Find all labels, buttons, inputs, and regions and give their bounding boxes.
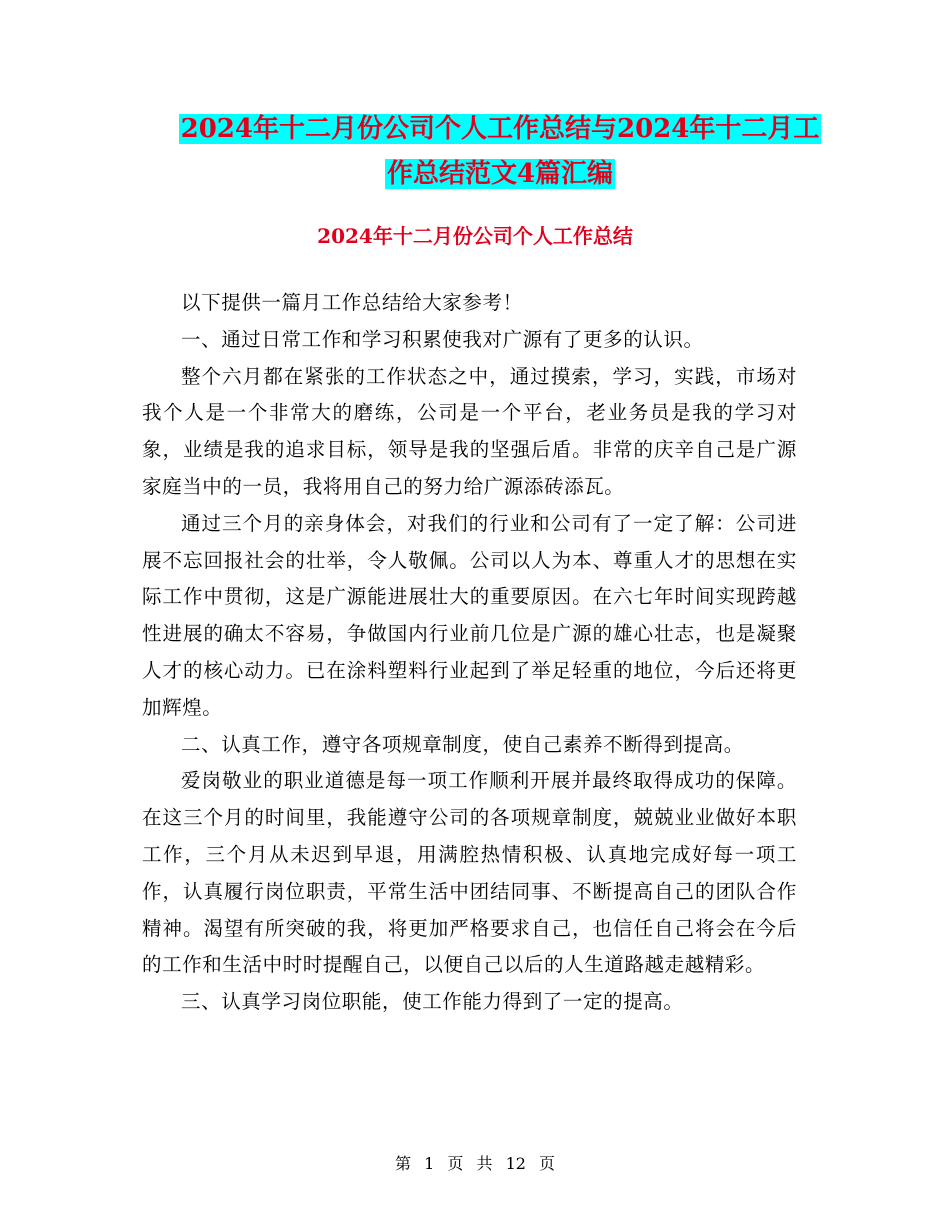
paragraph: 三、认真学习岗位职能，使工作能力得到了一定的提高。 [181, 990, 684, 1014]
footer-prefix: 第 [394, 1154, 411, 1173]
footer-suffix: 页 [539, 1154, 556, 1173]
document-title-line-1 [100, 113, 900, 145]
footer-page-label: 页 [447, 1154, 464, 1173]
paragraph: 通过三个月的亲身体会，对我们的行业和公司有了一定了解：公司进展不忘回报社会的壮举，令人敬佩。公司以人为本、尊重人才的思想在实际工作中贯彻，这是广源能进展壮大的重要原因。在六七年时间实现跨越性进展的确太不容易，争做国内行业前几位是广源的雄心壮志，也是凝聚人才的核心动力。已在涂料塑料行业起到了举足轻重的地位，今后还将更加辉煌。 [142, 511, 797, 719]
paragraph: 爱岗敬业的职业道德是每一项工作顺利开展并最终取得成功的保障。在这三个月的时间里，我能遵守公司的各项规章制度，兢兢业业做好本职工作，三个月从未迟到早退，用满腔热情积极、认真地完成好每一项工作，认真履行岗位职责，平常生活中团结同事、不断提高自己的团队合作精神。渴望有所突破的我，将更加严格要求自己，也信任自己将会在今后的工作和生活中时时提醒自己，以便自己以后的人生道路越走越精彩。 [142, 769, 797, 977]
paragraph: 一、通过日常工作和学习积累使我对广源有了更多的认识。 [181, 327, 704, 351]
footer-total-label: 共 [476, 1154, 493, 1173]
title-highlight: 2024年十二月份公司个人工作总结与2024年十二月工 [180, 114, 820, 144]
document-title-line-2 [100, 158, 900, 190]
document-body [142, 285, 797, 1021]
paragraph: 整个六月都在紧张的工作状态之中，通过摸索，学习，实践，市场对我个人是一个非常大的磨练，公司是一个平台，老业务员是我的学习对象，业绩是我的追求目标，领导是我的坚强后盾。非常的庆辛自己是广源家庭当中的一员，我将用自己的努力给广源添砖添瓦。 [142, 364, 797, 498]
title-highlight: 作总结范文4篇汇编 [386, 159, 614, 189]
paragraph: 二、认真工作，遵守各项规章制度，使自己素养不断得到提高。 [181, 732, 744, 756]
current-page-number: 1 [424, 1154, 435, 1173]
section-title: 2024年十二月份公司个人工作总结 [317, 224, 633, 248]
page-footer [0, 1153, 950, 1175]
paragraph: 以下提供一篇月工作总结给大家参考！ [181, 291, 523, 314]
total-pages-number: 12 [505, 1154, 526, 1173]
